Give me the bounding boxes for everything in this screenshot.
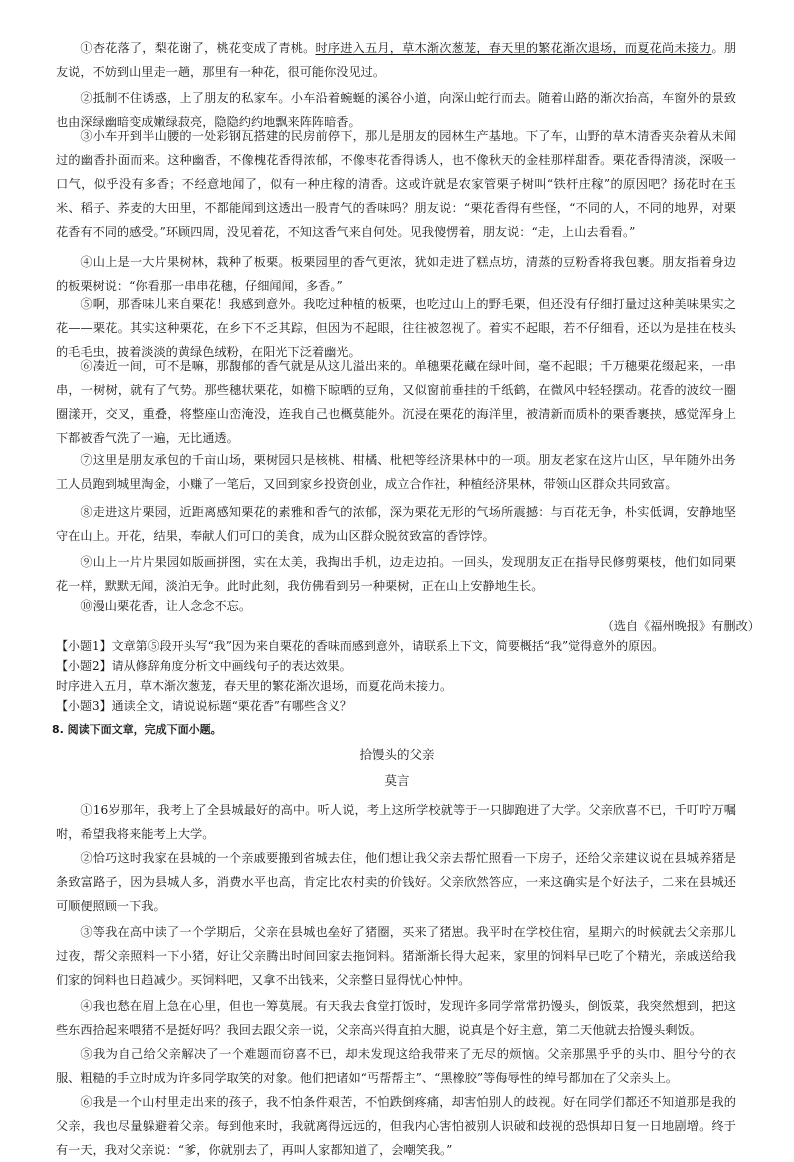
passage1-paragraph-5: ⑤啊，那香味儿来自栗花！我感到意外。我吃过种植的板栗，也吃过山上的野毛栗，但还没有仔细打量过这种美味果实之花——栗花。其实这种栗花，在乡下不乏其踪，但因为不起眼，往往被忽视了。着实不起眼，若不仔细看，还以为是挂在枝头的毛毛虫，披着淡淡的黄绿色绒粉，在阳光下泛着幽光。 — [56, 297, 736, 359]
question-1: 【小题1】文章第⑤段开头写“我”因为来自栗花的香味而感到意外，请联系上下文，简要概括“我”觉得意外的原因。 — [56, 639, 665, 653]
question-2-quote: 时序进入五月，草木渐次葱茏，春天里的繁花渐次退场，而夏花尚未接力。 — [56, 679, 453, 693]
article-author: 莫言 — [384, 773, 410, 788]
passage1-paragraph-6: ⑥凑近一间，可不是嘛，那馥郁的香气就是从这儿溢出来的。单穗栗花藏在绿叶间，毫不起眼；千万穗栗花缀起来，一串串，一树树，就有了气势。那些穗状栗花，如檐下晾晒的豆角，又似窗前垂挂的千纸鹤，在微风中轻轻摆动。花香的波纹一圈圈漾开，交叉，重叠，将整座山峦淹没，连我自己也概莫能外。沉浸在栗花的海洋里，被清新而质朴的栗香裹挟，感觉浑身上下都被香气洗了一遍，无比通透。 — [56, 359, 736, 445]
passage1-paragraph-7: ⑦这里是朋友承包的千亩山场，栗树园只是核桃、柑橘、枇杷等经济果林中的一项。朋友老家在这片山区，早年随外出务工人员跑到城里淘金，小赚了一笔后，又回到家乡投资创业，成立合作社，种植经济果林，带领山区群众共同致富。 — [56, 453, 736, 491]
section8-paragraph-2: ②恰巧这时我家在县城的一个亲戚要搬到省城去住，他们想让我父亲去帮忙照看一下房子，还给父亲建议说在县城养猪是条致富路子，因为县城人多，消费水平也高，肯定比农村卖的价钱好。父亲欣然答应，一来这确实是个好法子，二来在县城还可顺便照顾一下我。 — [56, 851, 736, 913]
section8-paragraph-3: ③等我在高中读了一个学期后，父亲在县城也垒好了猪圈，买来了猪崽。我平时在学校住宿，星期六的时候就去父亲那儿过夜，帮父亲照料一下小猪，好让父亲腾出时间回家去拖饲料。猪渐渐长得大起来，家里的饲料早已吃了个精光，亲戚送给我们家的饲料也日趋减少。买饲料吧，又拿不出钱来，父亲整日显得忧心忡忡。 — [56, 925, 736, 987]
passage1-paragraph-3: ③小车开到半山腰的一处彩钢瓦搭建的民房前停下，那儿是朋友的园林生产基地。下了车，山野的草木清香夹杂着从未闻过的幽香扑面而来。这种幽香，不像槐花香得浓郁，不像枣花香得诱人，也不像秋天的金桂那样甜香。栗花香得清淡，深吸一口气，似乎没有多香；不经意地闻了，似有一种庄稼的清香。这或许就是农家管栗子树叫“铁杆庄稼”的原因吧？扬花时在玉米、稻子、荞麦的大田里，不都能闻到这透出一股青气的香味吗？朋友说：“栗花香得有些怪，“不同的人，不同的地界，对栗花香有不同的感受。”环顾四周，没见着花，不知这香气来自何处。见我傻愣着，朋友说：“走，上山去看看。” — [56, 129, 736, 239]
p1-intro: ①杏花落了，梨花谢了，桃花变成了青桃。 — [80, 41, 316, 55]
question-3: 【小题3】通读全文，请说说标题“栗花香”有哪些含义？ — [56, 699, 352, 713]
section-8-heading: 8. 阅读下面文章，完成下面小题。 — [52, 723, 222, 736]
question-2: 【小题2】请从修辞角度分析文中画线句子的表达效果。 — [56, 659, 352, 673]
section8-paragraph-6: ⑥我是一个山村里走出来的孩子，我不怕条件艰苦，不怕跌倒疼痛，却害怕别人的歧视。好在同学们都还不知道那是我的父亲，我也尽量躲避着父亲。每到他来时，我就离得远远的，但我内心害怕被别人识破和歧视的恐惧却日复一日地剧增。终于有一天，我对父亲说：“爹，你就别去了，再叫人家都知道了，会嘲笑我。” — [56, 1095, 736, 1157]
source-citation: （选自《福州晚报》有删改） — [601, 619, 760, 633]
section8-paragraph-5: ⑤我为自己给父亲解决了一个难题而窃喜不已，却未发现这给我带来了无尽的烦恼。父亲那黑乎乎的头巾、胆兮兮的衣服、粗糙的手立时成为许多同学取笑的对象。他们把诸如“丐帮帮主”、“黑橡胶”等侮辱性的绰号都加在了父亲头上。 — [56, 1047, 736, 1085]
passage1-paragraph-10: ⑩漫山栗花香，让人念念不忘。 — [80, 599, 252, 613]
passage1-paragraph-1 — [56, 36, 736, 84]
p1-rest: 。朋友说，不妨到山里走一趟，那里有一种花，很可能你没见过。 — [56, 41, 737, 79]
underlined-sentence: 时序进入五月，草木渐次葱茏，春天里的繁花渐次退场，而夏花尚未接力 — [315, 41, 712, 55]
article-title: 拾馒头的父亲 — [359, 747, 435, 762]
passage1-paragraph-9: ⑨山上一片片果园如版画拼图，实在太美，我掏出手机，边走边拍。一回头，发现朋友正在指导民修剪栗枝，他们如同栗花一样，默默无闻，淡泊无争。此时此刻，我仿佛看到另一种栗树，正在山上安静地生长。 — [56, 555, 736, 593]
passage1-paragraph-2: ②抵制不住诱惑，上了朋友的私家车。小车沿着蜿蜒的溪谷小道，向深山蛇行而去。随着山路的渐次抬高，车窗外的景致也由深绿幽暗变成嫩绿菽亮，隐隐约约地飘来阵阵暗香。 — [56, 91, 736, 129]
section8-paragraph-4: ④我也愁在眉上急在心里，但也一筹莫展。有天我去食堂打饭时，发现许多同学常常扔馒头，倒饭菜，我突然想到，把这些东西拾起来喂猪不是挺好吗？我回去跟父亲一说，父亲高兴得直拍大腿，说真是个好主意，第二天他就去拾馒头剩饭。 — [56, 999, 736, 1037]
passage1-paragraph-8: ⑧走进这片栗园，近距离感知栗花的素雅和香气的浓郁，深为栗花无形的气场所震撼：与百花无争，朴实低调，安静地坚守在山上。开花，结果，奉献人们可口的美食，成为山区群众脱贫致富的香饽饽。 — [56, 505, 736, 543]
section8-paragraph-1: ①16岁那年，我考上了全县城最好的高中。听人说，考上这所学校就等于一只脚跑进了大学。父亲欣喜不已，千叮咛万嘱咐，希望我将来能考上大学。 — [56, 803, 736, 841]
passage1-paragraph-4: ④山上是一大片果树林，栽种了板栗。板栗园里的香气更浓，犹如走进了糕点坊，清蒸的豆粉香将我包裹。朋友指着身边的板栗树说：“你看那一串串花穗，仔细闻闻，多香。” — [56, 255, 736, 293]
